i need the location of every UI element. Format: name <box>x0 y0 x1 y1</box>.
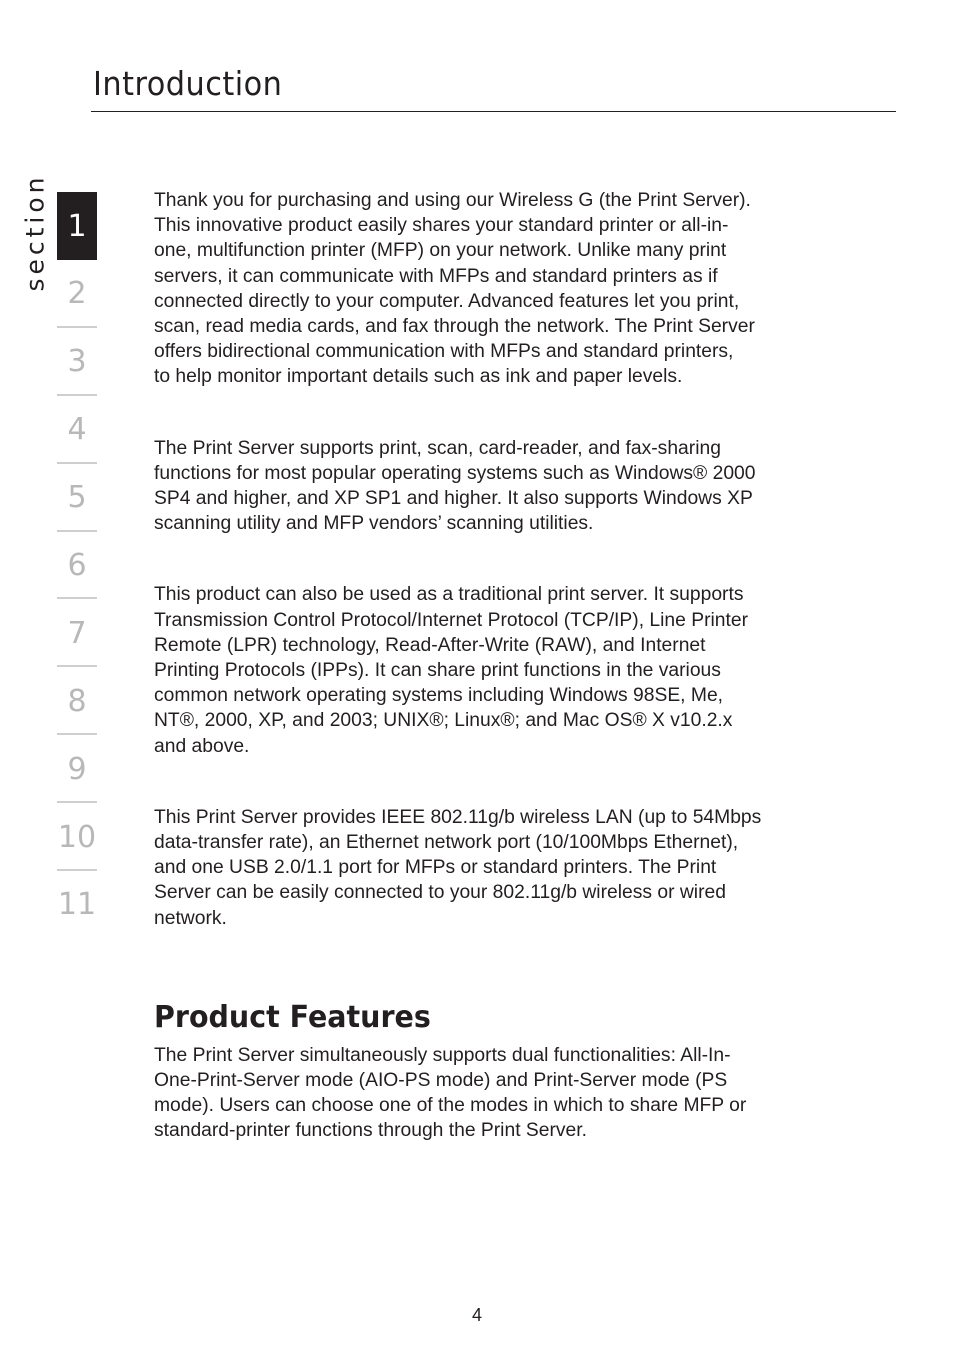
section-tab-11[interactable]: 11 <box>57 887 97 923</box>
header-divider <box>91 111 896 112</box>
section-tab-10[interactable]: 10 <box>57 803 97 871</box>
page-number: 4 <box>471 1305 482 1325</box>
intro-paragraph-4: This Print Server provides IEEE 802.11g/b wireless LAN (up to 54Mbps data-transfer rate), an Ethernet network port (10/100Mbps Ethernet), and one USB 2.0/1.1 port for MFPs or standard printers. The Print Server can be easily connected to your 802.11g/b wireless or wired network. <box>154 806 762 929</box>
section-tab-3[interactable]: 3 <box>57 328 97 396</box>
section-tabs <box>57 192 97 939</box>
section-tab-2[interactable]: 2 <box>57 260 97 328</box>
intro-paragraph-1: Thank you for purchasing and using our Wireless G (the Print Server). This innovative product easily shares your standard printer or all-in- one, multifunction printer (MFP) on your network. Unlike many print servers, it can communicate with MFPs and standard printers as if connected directly to your computer. Advanced features let you print, scan, read media cards, and fax through the network. The Print Server offers bidirectional communication with MFPs and standard printers, to help monitor important details such as ink and paper levels. <box>154 190 755 388</box>
product-features-paragraph: The Print Server simultaneously supports dual functionalities: All-In- One-Print-Server mode (AIO-PS mode) and Print-Server mode (PS mode). Users can choose one of the modes in which to share MFP or standard-printer functions through the Print Server. <box>154 1044 747 1142</box>
main-content <box>154 188 874 1144</box>
section-tab-6[interactable]: 6 <box>57 532 97 600</box>
product-features-heading: Product Features <box>154 999 431 1035</box>
page-title: Introduction <box>93 64 283 103</box>
intro-paragraph-3: This product can also be used as a traditional print server. It supports Transmission Control Protocol/Internet Protocol (TCP/IP), Line Printer Remote (LPR) technology, Read-After-Write (RAW), and Internet Printing Protocols (IPPs). It can share print functions in the various common network operating systems including Windows 98SE, Me, NT®, 2000, XP, and 2003; UNIX®; Linux®; and Mac OS® X v10.2.x and above. <box>154 584 749 757</box>
section-label <box>20 175 50 290</box>
section-tab-4[interactable]: 4 <box>57 396 97 464</box>
section-tab-1[interactable]: 1 <box>57 192 97 260</box>
section-tab-9[interactable]: 9 <box>57 735 97 803</box>
section-tab-7[interactable]: 7 <box>57 599 97 667</box>
section-label-text: section <box>20 173 50 292</box>
section-tab-8[interactable]: 8 <box>57 667 97 735</box>
section-tab-5[interactable]: 5 <box>57 464 97 532</box>
intro-paragraph-2: The Print Server supports print, scan, card-reader, and fax-sharing functions for most popular operating systems such as Windows® 2000 SP4 and higher, and XP SP1 and higher. It also supports Windows XP scanning utility and MFP vendors’ scanning utilities. <box>154 437 756 535</box>
